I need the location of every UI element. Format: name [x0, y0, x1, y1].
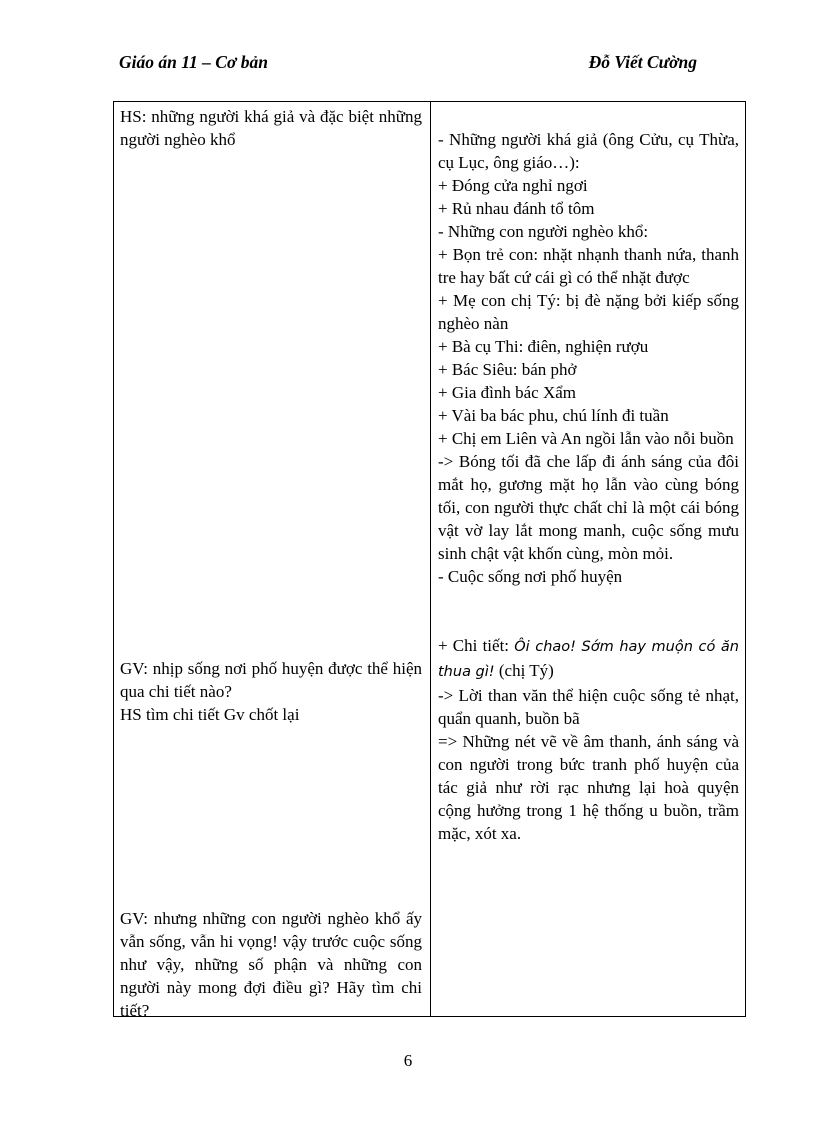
content-line: => Những nét vẽ về âm thanh, ánh sáng và con người trong bức tranh phố huyện của tác giả như rời rạc nhưng lại hoà quyện cộng hưởng trong 1 hệ thống u buồn, trầm mặc, xót xa.: [438, 732, 739, 843]
student-answer-1: HS: những người khá giả và đặc biệt những người nghèo khổ: [120, 107, 422, 149]
page-number: 6: [403, 1051, 413, 1070]
detail-prefix: + Chi tiết:: [438, 636, 515, 655]
content-line: + Chị em Liên và An ngồi lẫn vào nỗi buồn: [438, 429, 734, 448]
content-line: -> Bóng tối đã che lấp đi ánh sáng của đôi mắt họ, gương mặt họ lẫn vào cùng bóng tối, con người thực chất chỉ là một cái bóng vật vờ lay lắt mong manh, cuộc sống mưu sinh chật vật khốn cùng, mòn mỏi.: [438, 452, 739, 563]
content-line: - Những con người nghèo khổ:: [438, 222, 649, 241]
content-line: + Gia đình bác Xẩm: [438, 383, 576, 402]
content-line: + Mẹ con chị Tý: bị đè nặng bởi kiếp sống nghèo nàn: [438, 291, 739, 333]
content-line: -> Lời than văn thể hiện cuộc sống tẻ nhạt, quẩn quanh, buồn bã: [438, 686, 739, 728]
header-author: Đỗ Viết Cường: [588, 52, 697, 72]
teacher-student-column: [114, 102, 430, 1020]
content-line: + Bọn trẻ con: nhặt nhạnh thanh nứa, thanh tre hay bất cứ cái gì có thể nhặt được: [438, 245, 739, 287]
teacher-question-1: GV: nhịp sống nơi phố huyện được thể hiện qua chi tiết nào?: [120, 659, 422, 701]
content-line: + Rủ nhau đánh tổ tôm: [438, 199, 595, 218]
detail-line: [438, 634, 739, 684]
column-divider: [430, 102, 431, 1016]
content-line: - Những người khá giả (ông Cửu, cụ Thừa, cụ Lục, ông giáo…):: [438, 130, 739, 172]
content-line: + Bà cụ Thi: điên, nghiện rượu: [438, 337, 649, 356]
student-task-1: HS tìm chi tiết Gv chốt lại: [120, 705, 300, 724]
detail-suffix: (chị Tý): [494, 661, 554, 680]
spacer: [438, 588, 739, 634]
spacer: [120, 726, 422, 907]
content-line: - Cuộc sống nơi phố huyện: [438, 567, 623, 586]
header-course-title: Giáo án 11 – Cơ bản: [119, 52, 268, 72]
content-line: + Đóng cửa nghỉ ngơi: [438, 176, 588, 195]
detail-quote: Ôi chao! Sớm hay muộn có ăn thua gì!: [438, 639, 739, 680]
content-line: + Bác Siêu: bán phở: [438, 360, 577, 379]
content-column: [432, 102, 745, 1016]
content-line: + Vài ba bác phu, chú lính đi tuần: [438, 406, 669, 425]
lesson-table: [113, 101, 746, 1020]
spacer: [120, 151, 422, 657]
teacher-question-2: GV: nhưng những con người nghèo khổ ấy vẫn sống, vẫn hi vọng! vậy trước cuộc sống như vậy, những số phận và những con người này mong đợi điều gì? Hãy tìm chi tiết?: [120, 909, 422, 1020]
page-header: [119, 52, 697, 78]
